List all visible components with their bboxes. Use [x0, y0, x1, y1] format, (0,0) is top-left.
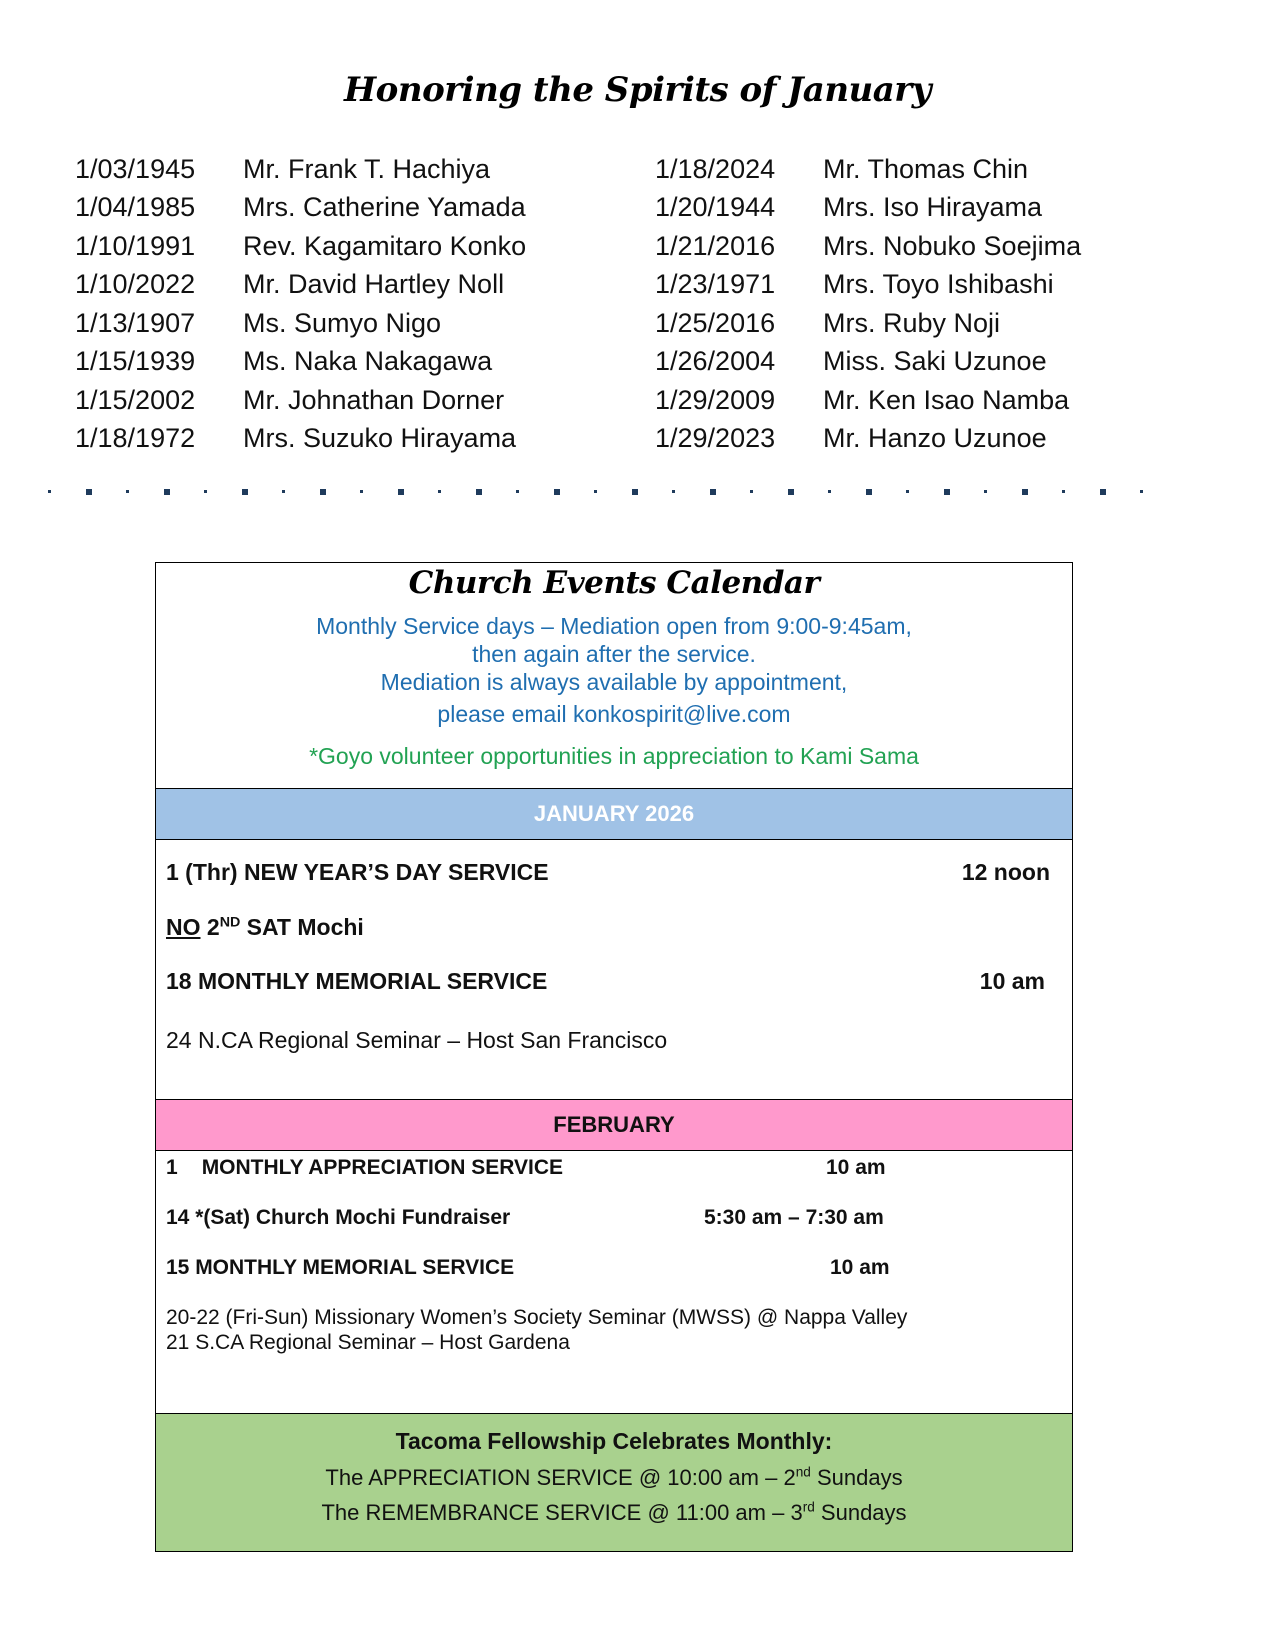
list-item: [75, 266, 526, 305]
memorial-date: 1/29/2009: [655, 384, 776, 415]
list-item: [655, 189, 1081, 228]
memorial-date: 1/29/2023: [655, 423, 776, 454]
list-item: [75, 227, 526, 266]
memorial-name: Ms. Naka Nakagawa: [243, 346, 493, 377]
memorial-date: 1/04/1985: [75, 192, 196, 223]
memorial-name: Mr. Hanzo Uzunoe: [823, 423, 1047, 454]
memorial-list-left: [75, 150, 526, 458]
event-item: 20-22 (Fri-Sun) Missionary Women’s Society Seminar (MWSS) @ Nappa Valley: [166, 1306, 908, 1329]
memorial-date: 1/18/2024: [655, 153, 776, 184]
memorial-date: 1/20/1944: [655, 192, 776, 223]
event-item: 14 *(Sat) Church Mochi Fundraiser: [166, 1206, 511, 1229]
event-time: 10 am: [830, 1256, 890, 1279]
event-ordinal-suffix: ND: [219, 914, 241, 931]
mediation-info-line: Mediation is always available by appointment,: [380, 669, 848, 695]
memorial-name: Ms. Sumyo Nigo: [243, 307, 442, 338]
event-day-number: 1: [166, 1156, 178, 1179]
remembrance-service-line: The REMEMBRANCE SERVICE @ 11:00 am – 3rd Sundays: [321, 1499, 907, 1525]
memorial-date: 1/21/2016: [655, 230, 776, 261]
january-header: JANUARY 2026: [156, 788, 1072, 840]
list-item: [655, 381, 1081, 420]
list-item: [75, 343, 526, 382]
memorial-name: Mr. David Hartley Noll: [243, 269, 505, 300]
event-item: 24 N.CA Regional Seminar – Host San Francisco: [166, 1027, 668, 1053]
event-item: [166, 1156, 563, 1180]
calendar-title: Church Events Calendar: [408, 565, 820, 601]
list-item: [655, 150, 1081, 189]
memorial-date: 1/10/2022: [75, 269, 196, 300]
memorial-date: 1/15/1939: [75, 346, 196, 377]
list-item: [655, 304, 1081, 343]
event-time: 10 am: [826, 1156, 886, 1179]
memorial-name: Mr. Frank T. Hachiya: [243, 153, 491, 184]
memorial-date: 1/15/2002: [75, 384, 196, 415]
memorial-date: 1/10/1991: [75, 230, 196, 261]
memorial-date: 1/25/2016: [655, 307, 776, 338]
list-item: [655, 266, 1081, 305]
memorial-date: 1/13/1907: [75, 307, 196, 338]
memorial-name: Miss. Saki Uzunoe: [823, 346, 1047, 377]
goyo-note: *Goyo volunteer opportunities in appreciation to Kami Sama: [309, 743, 919, 769]
mediation-email-line: please email konkospirit@live.com: [437, 701, 791, 727]
memorial-name: Mr. Johnathan Dorner: [243, 384, 505, 415]
memorial-date: 1/23/1971: [655, 269, 776, 300]
event-no-label: NO: [166, 914, 201, 940]
mediation-info-line: Monthly Service days – Mediation open from 9:00-9:45am,: [316, 613, 912, 639]
fellowship-title: Tacoma Fellowship Celebrates Monthly:: [395, 1428, 833, 1454]
event-ordinal-number: 2: [206, 914, 220, 940]
memorial-list-right: [655, 150, 1081, 458]
memorial-name: Mr. Ken Isao Namba: [823, 384, 1070, 415]
calendar-header: [156, 563, 1072, 788]
event-text: SAT Mochi: [240, 914, 364, 940]
list-item: [75, 304, 526, 343]
memorial-title: Honoring the Spirits of January: [344, 70, 931, 110]
memorial-date: 1/26/2004: [655, 346, 776, 377]
memorial-date: 1/18/1972: [75, 423, 196, 454]
february-header: FEBRUARY: [156, 1099, 1072, 1151]
mediation-info-line: then again after the service.: [472, 641, 756, 667]
list-item: [655, 420, 1081, 459]
tacoma-fellowship-box: [156, 1413, 1072, 1551]
event-item: 1 (Thr) NEW YEAR’S DAY SERVICE: [166, 859, 549, 885]
appreciation-service-line: The APPRECIATION SERVICE @ 10:00 am – 2nd Sundays: [325, 1464, 903, 1490]
event-item: 18 MONTHLY MEMORIAL SERVICE: [166, 968, 548, 994]
memorial-name: Mrs. Suzuko Hirayama: [243, 423, 517, 454]
events-calendar: [155, 562, 1073, 1552]
memorial-name: Mrs. Iso Hirayama: [823, 192, 1043, 223]
memorial-name: Mrs. Nobuko Soejima: [823, 230, 1082, 261]
list-item: [75, 189, 526, 228]
list-item: [75, 420, 526, 459]
memorial-name: Rev. Kagamitaro Konko: [243, 230, 527, 261]
event-item: 15 MONTHLY MEMORIAL SERVICE: [166, 1256, 515, 1279]
dotted-divider: [48, 486, 1168, 498]
list-item: [655, 343, 1081, 382]
memorial-name: Mrs. Ruby Noji: [823, 307, 1001, 338]
list-item: [75, 381, 526, 420]
memorial-name: Mrs. Catherine Yamada: [243, 192, 526, 223]
event-item: [166, 914, 364, 941]
event-time: 10 am: [979, 968, 1045, 994]
event-time: 5:30 am – 7:30 am: [704, 1206, 884, 1229]
list-item: [75, 150, 526, 189]
event-time: 12 noon: [961, 859, 1050, 885]
event-item: 21 S.CA Regional Seminar – Host Gardena: [166, 1331, 570, 1354]
event-text: MONTHLY APPRECIATION SERVICE: [201, 1156, 564, 1179]
memorial-name: Mr. Thomas Chin: [823, 153, 1029, 184]
memorial-date: 1/03/1945: [75, 153, 196, 184]
list-item: [655, 227, 1081, 266]
memorial-name: Mrs. Toyo Ishibashi: [823, 269, 1054, 300]
